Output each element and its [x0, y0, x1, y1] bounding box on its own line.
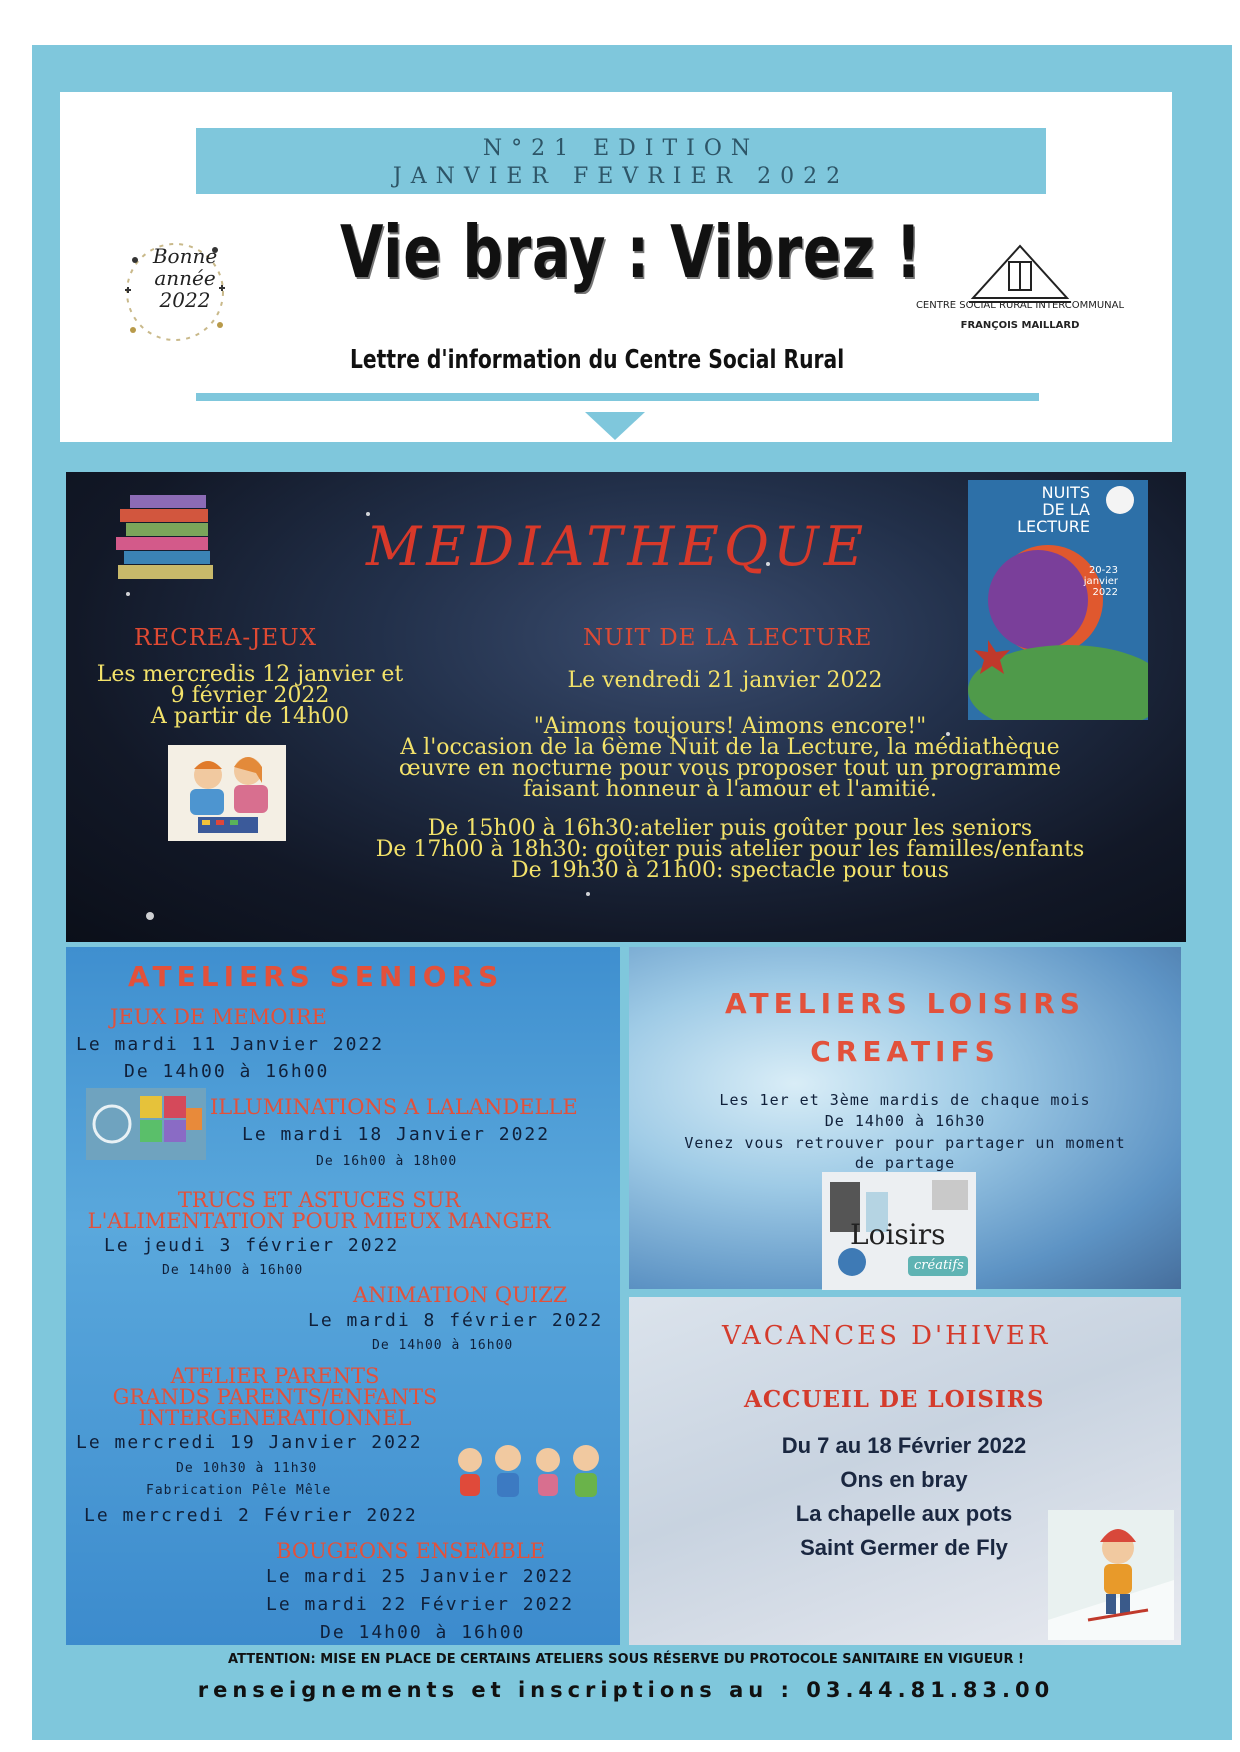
edition-line-2: JANVIER FEVRIER 2022: [392, 164, 850, 189]
ateliers-seniors-title: ATELIERS SENIORS: [128, 960, 504, 993]
vacances-title: VACANCES D'HIVER: [722, 1321, 1051, 1351]
poster-title-1: NUITS: [1041, 483, 1090, 502]
parents-line-3: INTERGENERATIONNEL: [138, 1406, 412, 1430]
recrea-line-3: A partir de 14h00: [150, 704, 350, 729]
child-skier-illustration: [1048, 1510, 1174, 1640]
loisirs-line-1: Les 1er et 3ème mardis de chaque mois: [719, 1091, 1091, 1109]
loisirs-line-4: de partage: [854, 1154, 956, 1172]
atelier-parents-heading: [80, 1366, 470, 1429]
collage-text: Loisirs: [850, 1218, 946, 1251]
new-year-word-3: 2022: [159, 288, 211, 312]
atelier-parents-date-1: Le mercredi 19 Janvier 2022: [76, 1432, 423, 1453]
edition-line-1: N°21 EDITION: [482, 136, 760, 161]
kids-playing-illustration: [168, 745, 286, 841]
header-divider: [196, 393, 1039, 401]
nuit-lecture-date: Le vendredi 21 janvier 2022: [567, 668, 883, 693]
animation-quizz-heading: ANIMATION QUIZZ: [353, 1283, 568, 1307]
atelier-parents-activity: Fabrication Pêle Mêle: [146, 1483, 332, 1498]
nuit-schedule-1: De 15h00 à 16h30:atelier puis goûter pour les seniors: [427, 816, 1033, 841]
recrea-line-1: Les mercredis 12 janvier et: [96, 662, 404, 687]
illuminations-date: Le mardi 18 Janvier 2022: [242, 1124, 551, 1145]
nuit-desc-3: faisant honneur à l'amour et l'amitié.: [522, 777, 938, 802]
nuit-schedule-3: De 19h30 à 21h00: spectacle pour tous: [510, 858, 950, 883]
trucs-line-1: TRUCS ET ASTUCES SUR: [177, 1188, 461, 1212]
trucs-line-2: L'ALIMENTATION POUR MIEUX MANGER: [87, 1209, 551, 1233]
loisirs-line-2: De 14h00 à 16h30: [824, 1112, 986, 1130]
collage-badge: créatifs: [914, 1258, 964, 1273]
atelier-parents-time: De 10h30 à 11h30: [176, 1461, 318, 1476]
poster-title: [1004, 484, 1090, 535]
nuit-lecture-description: [330, 716, 1130, 800]
vacances-dates: Du 7 au 18 Février 2022: [781, 1433, 1027, 1458]
place-1: Ons en bray: [840, 1467, 968, 1492]
newsletter-subtitle: Lettre d'information du Centre Social Rural: [350, 345, 845, 375]
poster-dates: [1082, 565, 1118, 598]
trucs-astuces-time: De 14h00 à 16h00: [162, 1263, 304, 1278]
poster-date-1: 20-23: [1088, 565, 1118, 576]
logo-line-2: FRANÇOIS MAILLARD: [960, 320, 1080, 331]
new-year-text: [140, 245, 230, 311]
nuit-lecture-schedule: [330, 818, 1130, 881]
puzzle-brain-illustration: [86, 1088, 206, 1160]
nuit-desc-2: œuvre en nocturne pour vous proposer tout un programme: [398, 756, 1062, 781]
poster-title-2: DE LA: [1042, 500, 1090, 519]
family-characters-illustration: [448, 1438, 606, 1508]
trucs-astuces-date: Le jeudi 3 février 2022: [104, 1235, 400, 1256]
nuit-lecture-heading: NUIT DE LA LECTURE: [583, 625, 873, 651]
nuit-quote: "Aimons toujours! Aimons encore!": [533, 714, 927, 739]
jeux-memoire-date: Le mardi 11 Janvier 2022: [76, 1034, 385, 1055]
atelier-parents-date-2: Le mercredi 2 Février 2022: [84, 1505, 418, 1526]
nuit-desc-1: A l'occasion de la 6ème Nuit de la Lecture, la médiathèque: [400, 735, 1060, 760]
poster-title-3: LECTURE: [1017, 517, 1090, 536]
animation-quizz-date: Le mardi 8 février 2022: [308, 1310, 604, 1331]
recrea-line-2: 9 février 2022: [170, 683, 330, 708]
newsletter-title: Vie bray : Vibrez !: [340, 210, 922, 294]
illuminations-heading: ILLUMINATIONS A LALANDELLE: [210, 1095, 578, 1119]
accueil-loisirs-heading: ACCUEIL DE LOISIRS: [744, 1386, 1045, 1413]
poster-date-2: janvier: [1083, 576, 1118, 587]
jeux-memoire-time: De 14h00 à 16h00: [124, 1061, 330, 1082]
parents-line-2: GRANDS PARENTS/ENFANTS: [112, 1385, 438, 1409]
loisirs-title-2: CREATIFS: [810, 1035, 1000, 1068]
loisirs-line-3: Venez vous retrouver pour partager un moment: [684, 1134, 1126, 1152]
bougeons-heading: BOUGEONS ENSEMBLE: [276, 1539, 546, 1563]
jeux-memoire-heading: JEUX DE MEMOIRE: [110, 1005, 327, 1029]
ateliers-loisirs-title: [629, 980, 1181, 1076]
bougeons-date-1: Le mardi 25 Janvier 2022: [266, 1566, 575, 1587]
new-year-word-1: Bonne: [152, 244, 218, 268]
books-stack-icon: [110, 485, 220, 590]
parents-line-1: ATELIER PARENTS: [170, 1364, 380, 1388]
bougeons-time: De 14h00 à 16h00: [320, 1622, 526, 1643]
place-2: La chapelle aux pots: [795, 1501, 1013, 1526]
mediatheque-title: MEDIATHEQUE: [366, 515, 869, 578]
place-3: Saint Germer de Fly: [800, 1535, 1008, 1560]
contact-phone: renseignements et inscriptions au : 03.44.81.83.00: [197, 1678, 1055, 1702]
loisirs-title-1: ATELIERS LOISIRS: [725, 987, 1085, 1020]
sanitary-notice: ATTENTION: MISE EN PLACE DE CERTAINS ATELIERS SOUS RÉSERVE DU PROTOCOLE SANITAIRE EN VIGUEUR !: [228, 1652, 1024, 1667]
loisirs-creatifs-collage: [822, 1172, 976, 1290]
nuit-schedule-2: De 17h00 à 18h30: goûter puis atelier pour les familles/enfants: [375, 837, 1085, 862]
header-pointer: [585, 412, 645, 440]
new-year-word-2: année: [154, 266, 216, 290]
bougeons-date-2: Le mardi 22 Février 2022: [266, 1594, 575, 1615]
recrea-jeux-heading: RECREA-JEUX: [134, 625, 317, 651]
trucs-astuces-heading: [66, 1190, 572, 1232]
logo-line-1: CENTRE SOCIAL RURAL INTERCOMMUNAL: [915, 300, 1125, 311]
animation-quizz-time: De 14h00 à 16h00: [372, 1338, 514, 1353]
illuminations-time: De 16h00 à 18h00: [316, 1154, 458, 1169]
poster-date-3: 2022: [1092, 587, 1118, 598]
edition-band: [196, 128, 1046, 194]
